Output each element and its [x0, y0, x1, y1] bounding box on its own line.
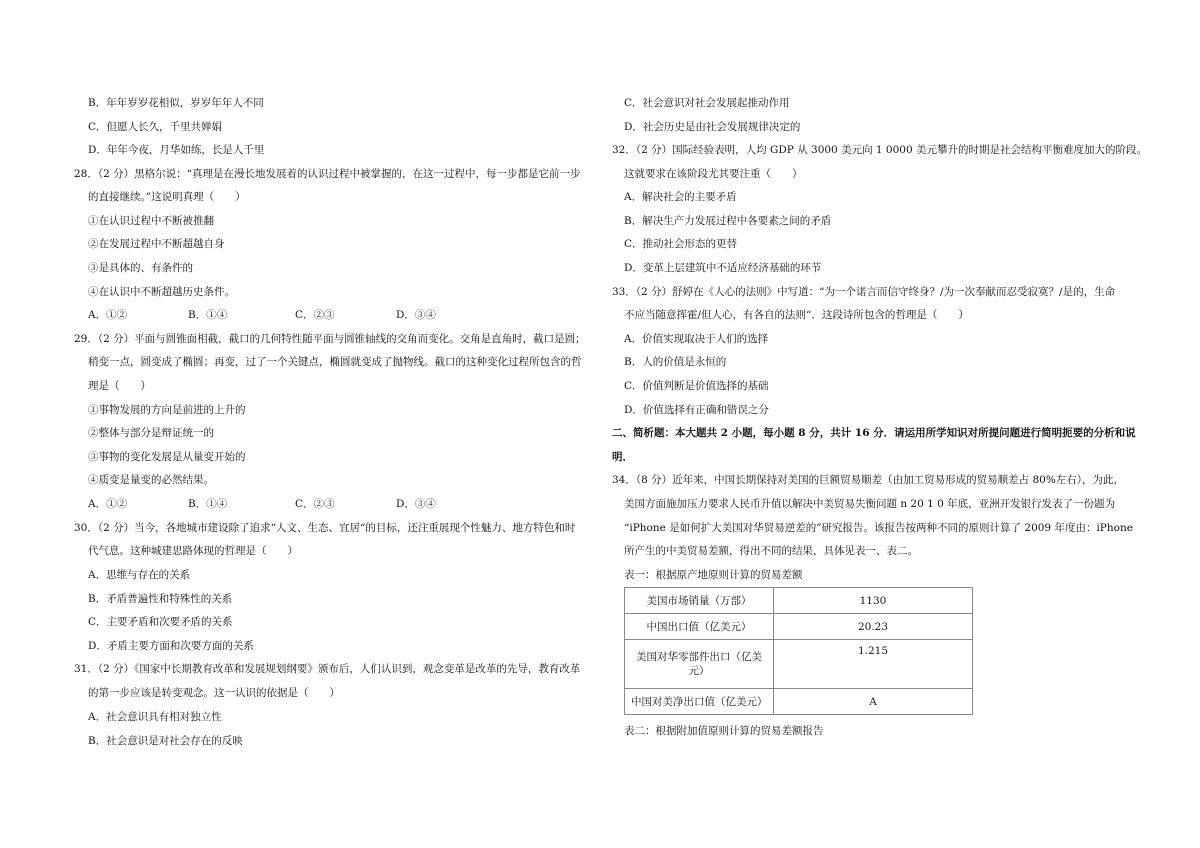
- q32-stem-line2: 这就要求在该阶段尤其要注重（ ）: [624, 168, 803, 180]
- table2-caption: 表二：根据附加值原则计算的贸易差额报告: [624, 725, 824, 737]
- q31-option-b: B．社会意识是对社会存在的反映: [88, 735, 243, 747]
- q31-stem-line1: 31．（2 分）《国家中长期教育改革和发展规划纲要》颁布后，人们认识到，观念变革是改革的先导，教育改革: [74, 663, 581, 675]
- q28-stem-line1: 28．（2 分）黑格尔说：“真理是在漫长地发展着的认识过程中被掌握的，在这一过程中，每一步都是它前一步: [74, 168, 581, 180]
- q32-option-a: A．解决社会的主要矛盾: [624, 191, 737, 203]
- q31-stem-line2: 的第一步应该是转变观念。这一认识的依据是（ ）: [88, 687, 340, 699]
- q28-option-c: C．②③: [295, 309, 335, 321]
- q28-option-b: B．①④: [188, 309, 228, 321]
- table-row: [625, 640, 973, 689]
- q31-option-d: D．社会历史是由社会发展规律决定的: [624, 121, 801, 133]
- q29-statement-1: ①事物发展的方向是前进的上升的: [88, 404, 246, 416]
- table1-caption: 表一：根据原产地原则计算的贸易差额: [624, 569, 803, 581]
- table-row: [625, 588, 973, 614]
- q29-stem-line2: 稍变一点，圆变成了椭圆；再变，过了一个关键点，椭圆就变成了抛物线。截口的这种变化过程所包含的哲: [88, 356, 582, 368]
- q32-option-b: B．解决生产力发展过程中各要素之间的矛盾: [624, 215, 832, 227]
- q29-statement-2: ②整体与部分是辩证统一的: [88, 427, 214, 439]
- table-cell: 20.23: [774, 614, 973, 640]
- q27-option-d: D．年年今夜，月华如练，长是人千里: [88, 144, 265, 156]
- table-row: [625, 689, 973, 715]
- q28-statement-3: ③是具体的、有条件的: [88, 262, 193, 274]
- q29-stem-line1: 29．（2 分）平面与圆锥面相截，截口的几何特性随平面与圆锥轴线的交角而变化。交角是直角时，截口是圆；: [74, 333, 586, 345]
- table-cell: 美国对华零部件出口（亿美元）: [625, 640, 774, 689]
- table-cell: 中国对美净出口值（亿美元）: [625, 689, 774, 715]
- q34-stem-line3: “iPhone 是如何扩大美国对华贸易逆差的”研究报告。该报告按两种不同的原则计算了 2009 年度由：iPhone: [624, 522, 1133, 534]
- q34-stem-line4: 所产生的中美贸易差额，得出不同的结果，具体见表一、表二。: [624, 545, 918, 557]
- q27-option-c: C．但愿人长久，千里共婵娟: [88, 121, 223, 133]
- q29-option-b: B．①④: [188, 498, 228, 510]
- q29-option-d: D．③④: [396, 498, 436, 510]
- table-cell: 美国市场销量（万部）: [625, 588, 774, 614]
- q32-stem-line1: 32．（2 分）国际经验表明，人均 GDP 从 3000 美元向 1 0000 美元攀升的时期是社会结构平衡难度加大的阶段。: [612, 144, 1147, 156]
- q28-option-d: D．③④: [396, 309, 436, 321]
- q31-option-c: C．社会意识对社会发展起推动作用: [624, 97, 790, 109]
- q28-statement-2: ②在发展过程中不断超越自身: [88, 238, 225, 250]
- q30-option-b: B．矛盾普遍性和特殊性的关系: [88, 593, 233, 605]
- q33-option-b: B．人的价值是永恒的: [624, 356, 727, 368]
- q33-option-a: A．价值实现取决于人们的选择: [624, 333, 769, 345]
- q31-option-a: A．社会意识具有相对独立性: [88, 711, 222, 723]
- q32-option-c: C．推动社会形态的更替: [624, 238, 738, 250]
- section2-title: 二、简析题：本大题共 2 小题，每小题 8 分，共计 16 分．请运用所学知识对所提问题进行简明扼要的分析和说: [612, 427, 1136, 439]
- q33-stem-line1: 33．（2 分）舒婷在《人心的法则》中写道：“为一个诺言而信守终身？/为一次奉献而忍受寂寞？/是的，生命: [612, 286, 1116, 298]
- q29-option-a: A．①②: [88, 498, 128, 510]
- q28-statement-4: ④在认识中不断超越历史条件。: [88, 286, 235, 298]
- q28-option-a: A．①②: [88, 309, 128, 321]
- table-row: [625, 614, 973, 640]
- q30-stem-line2: 代气息。这种城建思路体现的哲理是（ ）: [88, 545, 298, 557]
- q28-statement-1: ①在认识过程中不断被推翻: [88, 215, 214, 227]
- q29-stem-line3: 理是（ ）: [88, 380, 151, 392]
- table-cell: 中国出口值（亿美元）: [625, 614, 774, 640]
- q27-option-b: B．年年岁岁花相似，岁岁年年人不同: [88, 97, 264, 109]
- q33-option-d: D．价值选择有正确和错误之分: [624, 404, 769, 416]
- table-cell: A: [774, 689, 973, 715]
- table1: [624, 587, 973, 715]
- section2-title-line2: 明．: [612, 451, 633, 463]
- q28-stem-line2: 的直接继续。”这说明真理（ ）: [88, 191, 246, 203]
- q34-stem-line2: 美国方面施加压力要求人民币升值以解决中美贸易失衡问题 n 20 1 0 年底，亚洲开发银行发表了一份题为: [624, 498, 1116, 510]
- q29-option-c: C．②③: [295, 498, 335, 510]
- q34-stem-line1: 34．（8 分）近年来，中国长期保持对美国的巨额贸易顺差（由加工贸易形成的贸易顺差占 80%左右），为此，: [612, 474, 1125, 486]
- q30-option-a: A．思维与存在的关系: [88, 569, 191, 581]
- q30-stem-line1: 30．（2 分）当今，各地城市建设除了追求“人文、生态、宜居“的目标，还注重展现个性魅力、地方特色和时: [74, 522, 576, 534]
- q30-option-c: C．主要矛盾和次要矛盾的关系: [88, 616, 233, 628]
- q32-option-d: D．变革上层建筑中不适应经济基础的环节: [624, 262, 822, 274]
- table-cell: 1.215: [774, 640, 973, 689]
- q33-option-c: C．价值判断是价值选择的基础: [624, 380, 769, 392]
- q30-option-d: D．矛盾主要方面和次要方面的关系: [88, 640, 254, 652]
- q29-statement-4: ④质变是量变的必然结果。: [88, 474, 214, 486]
- table-cell: 1130: [774, 588, 973, 614]
- q33-stem-line2: 不应当随意挥霍/但人心，有各自的法则“．这段诗所包含的哲理是（ ）: [624, 309, 969, 321]
- q29-statement-3: ③事物的变化发展是从量变开始的: [88, 451, 246, 463]
